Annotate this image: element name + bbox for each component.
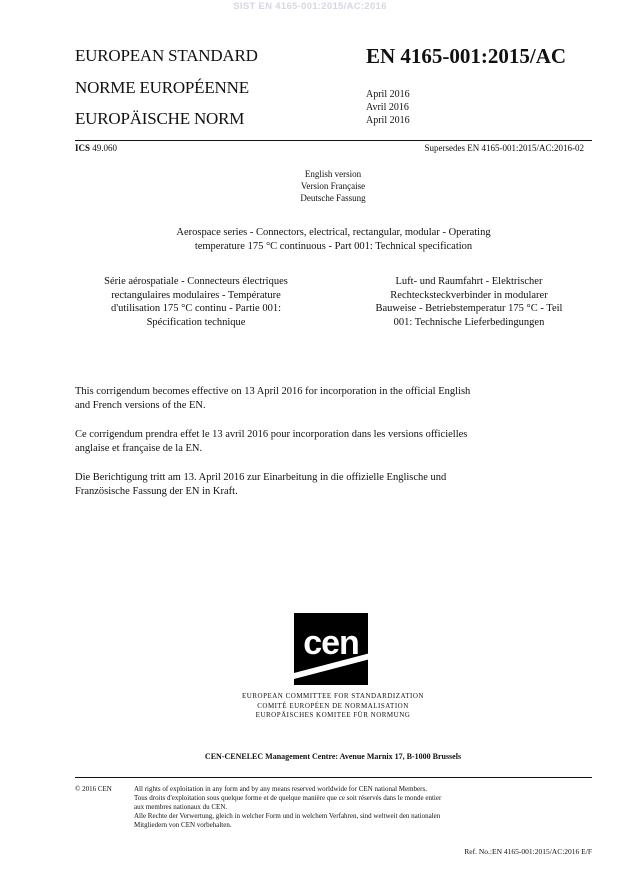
title-german-line: Luft- und Raumfahrt - Elektrischer — [395, 276, 543, 287]
cen-logo-text: cen — [303, 624, 359, 662]
rights-statement — [134, 785, 594, 830]
date-en: April 2016 — [366, 89, 410, 100]
corrigendum-line: Ce corrigendum prendra effet le 13 avril 2016 pour incorporation dans les versions officielles — [75, 429, 468, 440]
cen-logo — [294, 613, 378, 685]
reference-number: Ref. No.:EN 4165-001:2015/AC:2016 E/F — [464, 847, 592, 856]
rights-line: Mitgliedern von CEN vorbehalten. — [134, 821, 232, 829]
title-french-line: rectangulaires modulaires - Température — [111, 289, 281, 301]
supersedes: Supersedes EN 4165-001:2015/AC:2016-02 — [424, 143, 584, 153]
title-english-line: Aerospace series - Connectors, electrical, rectangular, modular - Operating — [176, 227, 491, 238]
corrigendum-line: This corrigendum becomes effective on 13 April 2016 for incorporation in the official English — [75, 386, 471, 397]
committee-names — [0, 692, 620, 721]
copyright: © 2016 CEN — [75, 785, 112, 793]
title-german-line: 001: Technische Lieferbedingungen — [393, 316, 545, 328]
title-english-line: temperature 175 °C continuous - Part 001: Technical specification — [194, 240, 473, 252]
committee-fr: COMITÉ EUROPÉEN DE NORMALISATION — [257, 701, 409, 710]
version-en: English version — [304, 169, 362, 179]
rights-line: Tous droits d'exploitation sous quelque forme et de quelque manière que ce soit réservés dans le monde entier — [134, 794, 442, 802]
title-french-line: d'utilisation 175 °C continu - Partie 001: — [111, 303, 281, 314]
watermark: SIST EN 4165-001:2015/AC:2016 — [233, 1, 387, 12]
document-number: EN 4165-001:2015/AC — [366, 44, 567, 68]
standard-label-de: EUROPÄISCHE NORM — [75, 109, 245, 128]
header-rule — [75, 140, 592, 141]
footer-rule — [75, 777, 592, 778]
corrigendum-french — [75, 428, 595, 455]
ics-label: ICS — [75, 143, 91, 153]
rights-line: aux membres nationaux du CEN. — [134, 803, 228, 811]
corrigendum-line: and French versions of the EN. — [75, 399, 206, 411]
corrigendum-line: anglaise et française de la EN. — [75, 442, 203, 454]
corrigendum-line: Die Berichtigung tritt am 13. April 2016 zur Einarbeitung in die offizielle Englische und — [75, 472, 447, 483]
title-german-line: Bauweise - Betriebstemperatur 175 °C - Teil — [375, 303, 563, 314]
management-centre: CEN-CENELEC Management Centre: Avenue Marnix 17, B-1000 Brussels — [204, 752, 462, 761]
corrigendum-english — [75, 385, 595, 412]
title-german — [346, 275, 592, 329]
committee-de: EUROPÄISCHES KOMITEE FÜR NORMUNG — [255, 711, 411, 719]
committee-en: EUROPEAN COMMITTEE FOR STANDARDIZATION — [242, 692, 424, 700]
publication-dates — [366, 88, 410, 127]
rights-line: Alle Rechte der Verwertung, gleich in welcher Form und in welchem Verfahren, sind weltweit den nationalen — [134, 812, 441, 820]
version-de: Deutsche Fassung — [300, 193, 366, 203]
date-de: April 2016 — [366, 115, 410, 126]
standard-label-fr: NORME EUROPÉENNE — [75, 78, 249, 97]
ics-code — [75, 143, 117, 153]
date-fr: Avril 2016 — [366, 102, 409, 113]
corrigendum-german — [75, 471, 595, 498]
title-french — [75, 275, 317, 329]
version-fr: Version Française — [300, 181, 366, 191]
title-german-line: Rechtecksteckverbinder in modularer — [390, 289, 548, 301]
title-french-line: Série aérospatiale - Connecteurs électriques — [104, 276, 288, 287]
corrigendum-line: Französische Fassung der EN in Kraft. — [75, 485, 238, 497]
title-english — [75, 226, 592, 253]
standard-label-en: EUROPEAN STANDARD — [75, 46, 258, 65]
ics-value: 49.060 — [92, 143, 118, 153]
title-french-line: Spécification technique — [146, 316, 246, 328]
rights-line: All rights of exploitation in any form and by any means reserved worldwide for CEN national Members. — [134, 785, 427, 793]
version-list — [0, 168, 620, 204]
